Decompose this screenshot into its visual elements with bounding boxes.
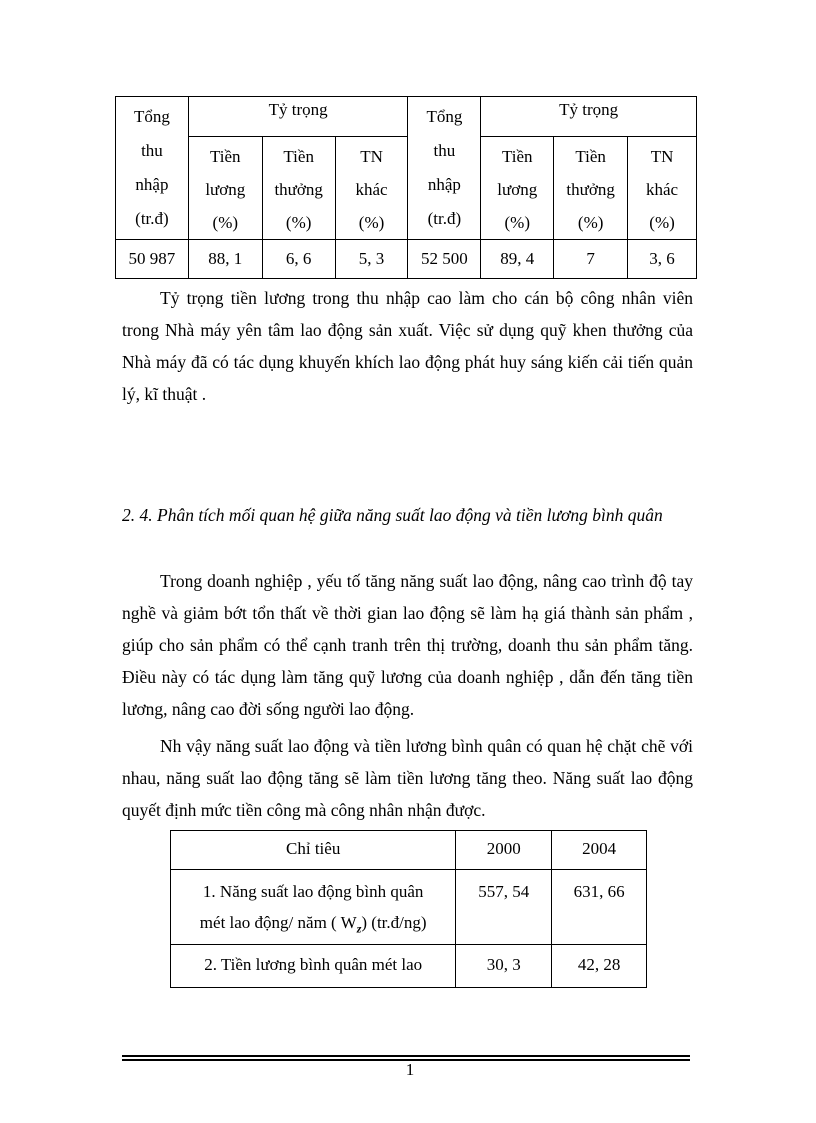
- table-cell: 6, 6: [262, 240, 335, 279]
- footer-rule-top: [122, 1055, 690, 1057]
- year-2000-header: 2000: [456, 831, 552, 870]
- other-income-header-b: TN khác (%): [628, 137, 697, 240]
- table-row: [171, 870, 647, 945]
- indicator-table: [170, 830, 647, 988]
- table-row: [116, 240, 697, 279]
- average-salary-2000: 30, 3: [456, 945, 552, 988]
- average-salary-2004: 42, 28: [552, 945, 647, 988]
- table-cell: 88, 1: [188, 240, 262, 279]
- table-cell: 5, 3: [335, 240, 408, 279]
- paragraph-relationship: Nh vậy năng suất lao động và tiền lương bình quân có quan hệ chặt chẽ với nhau, năng suất lao động tăng sẽ làm tiền lương tăng theo. Năng suất lao động quyết định mức tiền công mà công nhân nhận được.: [122, 736, 693, 820]
- ratio-header-a: Tỷ trọng: [188, 97, 408, 137]
- productivity-2004: 631, 66: [552, 870, 647, 945]
- salary-header-a: Tiền lương (%): [188, 137, 262, 240]
- total-income-header-a: Tổng thu nhập (tr.đ): [116, 97, 189, 240]
- average-salary-label: 2. Tiền lương bình quân mét lao: [171, 945, 456, 988]
- other-income-header-a: TN khác (%): [335, 137, 408, 240]
- year-2004-header: 2004: [552, 831, 647, 870]
- table-cell: 52 500: [408, 240, 481, 279]
- bonus-header-b: Tiền thưởng (%): [554, 137, 628, 240]
- table-cell: 7: [554, 240, 628, 279]
- paragraph-salary-ratio: Tỷ trọng tiền lương trong thu nhập cao làm cho cán bộ công nhân viên trong Nhà máy yên tâm lao động sản xuất. Việc sử dụng quỹ khen thưởng của Nhà máy đã có tác dụng khuyến khích lao động phát huy sáng kiến cải tiến quản lý, kĩ thuật .: [122, 288, 693, 404]
- page-number: 1: [405, 1060, 415, 1079]
- indicator-header: Chỉ tiêu: [171, 831, 456, 870]
- ratio-header-b: Tỷ trọng: [481, 97, 697, 137]
- productivity-label: 1. Năng suất lao động bình quân mét lao động/ năm ( $W_z$) (tr.đ/ng): [171, 870, 456, 945]
- table-row: [171, 945, 647, 988]
- section-heading: 2. 4. Phân tích mối quan hệ giữa năng suất lao động và tiền lương bình quân: [122, 505, 663, 525]
- salary-header-b: Tiền lương (%): [481, 137, 554, 240]
- table-cell: 3, 6: [628, 240, 697, 279]
- income-structure-table: [115, 96, 697, 279]
- bonus-header-a: Tiền thưởng (%): [262, 137, 335, 240]
- total-income-header-b: Tổng thu nhập (tr.đ): [408, 97, 481, 240]
- table-cell: 89, 4: [481, 240, 554, 279]
- table-cell: 50 987: [116, 240, 189, 279]
- productivity-2000: 557, 54: [456, 870, 552, 945]
- paragraph-enterprise: Trong doanh nghiệp , yếu tố tăng năng suất lao động, nâng cao trình độ tay nghề và giảm bớt tổn thất về thời gian lao động sẽ làm hạ giá thành sản phẩm , giúp cho sản phẩm có thể cạnh tranh trên thị trường, doanh thu sản phẩm tăng. Điều này có tác dụng làm tăng quỹ lương của doanh nghiệp , dẫn đến tăng tiền lương, nâng cao đời sống người lao động.: [122, 571, 693, 719]
